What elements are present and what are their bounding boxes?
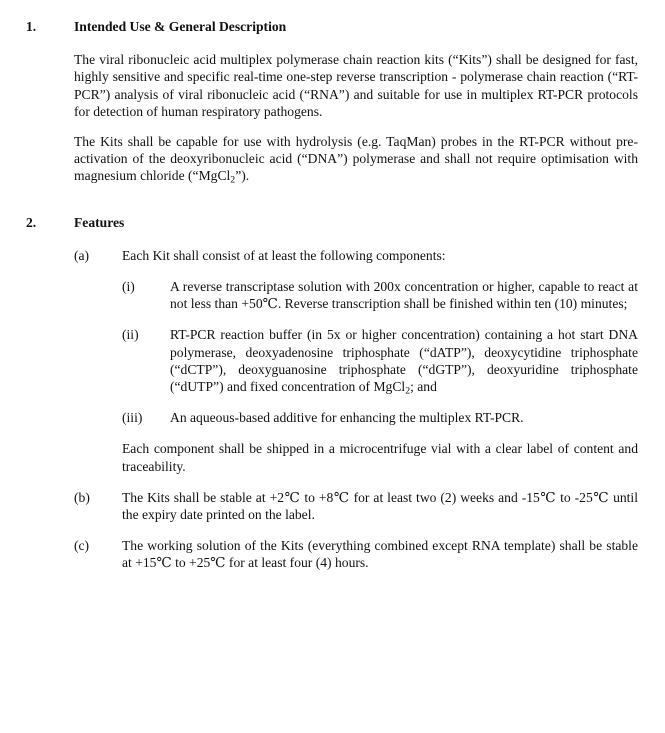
list-text-c: The working solution of the Kits (everything combined except RNA template) shall be stable at +15℃ to +25℃ for at least four (4) hours. (122, 538, 638, 571)
list-text-ii-part2: ; and (410, 379, 437, 395)
closing-note-paragraph: Each component shall be shipped in a microcentrifuge vial with a clear label of content and traceability. (122, 441, 638, 474)
section-1-paragraph-1: The viral ribonucleic acid multiplex polymerase chain reaction kits (“Kits”) shall be designed for fast, highly sensitive and specific real-time one-step reverse transcription - polymerase chain reaction (“RT-PCR”) analysis of viral ribonucleic acid (“RNA”) and suitable for use in multiplex RT-PCR protocols for detection of human respiratory pathogens. (74, 52, 638, 119)
section-title-1: Intended Use & General Description (74, 19, 287, 34)
list-text-b: The Kits shall be stable at +2℃ to +8℃ for at least two (2) weeks and -15℃ to -25℃ until the expiry date printed on the label. (122, 489, 638, 523)
list-text-i: A reverse transcriptase solution with 200x concentration or higher, capable to react at not less than +50℃. Reverse transcription shall be finished within ten (10) minutes; (170, 279, 638, 312)
section-heading-2 (0, 214, 665, 231)
list-marker-i: (i) (122, 279, 135, 295)
section-number-1: 1. (26, 19, 37, 34)
section-number-2: 2. (26, 214, 37, 230)
list-text-a: Each Kit shall consist of at least the following components: (122, 247, 446, 263)
list-marker-c: (c) (74, 538, 90, 554)
list-item-c (0, 537, 665, 571)
mgcl2-subscript: 2 (230, 174, 236, 186)
section-1-paragraph-2 (74, 133, 638, 185)
list-marker-b: (b) (74, 489, 90, 505)
list-marker-a: (a) (74, 247, 90, 263)
list-marker-ii: (ii) (122, 327, 139, 343)
list-item-i (0, 278, 665, 312)
list-item-iii (0, 409, 665, 426)
section-heading-1 (0, 18, 665, 35)
section-1-paragraph-2-tail: ”). (235, 168, 250, 184)
list-text-ii (170, 326, 638, 395)
list-item-a (0, 247, 665, 264)
list-item-b (0, 489, 665, 523)
section-title-2: Features (74, 214, 125, 230)
list-text-iii: An aqueous-based additive for enhancing the multiplex RT-PCR. (170, 410, 524, 426)
list-marker-iii: (iii) (122, 410, 143, 426)
mgcl2-subscript-ii: 2 (405, 385, 411, 397)
list-text-ii-part1: RT-PCR reaction buffer (in 5x or higher concentration) containing a hot start DNA polymerase, deoxyadenosine triphosphate (“dATP”), deoxycytidine triphosphate (“dCTP”), deoxyguanosine triphosphate (“dGTP”), deoxyuridine triphosphate (“dUTP”) and fixed concentration of MgCl (170, 327, 638, 395)
list-item-ii (0, 326, 665, 395)
section-1-paragraph-2-text: The Kits shall be capable for use with hydrolysis (e.g. TaqMan) probes in the RT-PCR without pre-activation of the deoxyribonucleic acid (“DNA”) polymerase and shall not require optimisation with magnesium chloride (“MgCl (74, 134, 638, 184)
